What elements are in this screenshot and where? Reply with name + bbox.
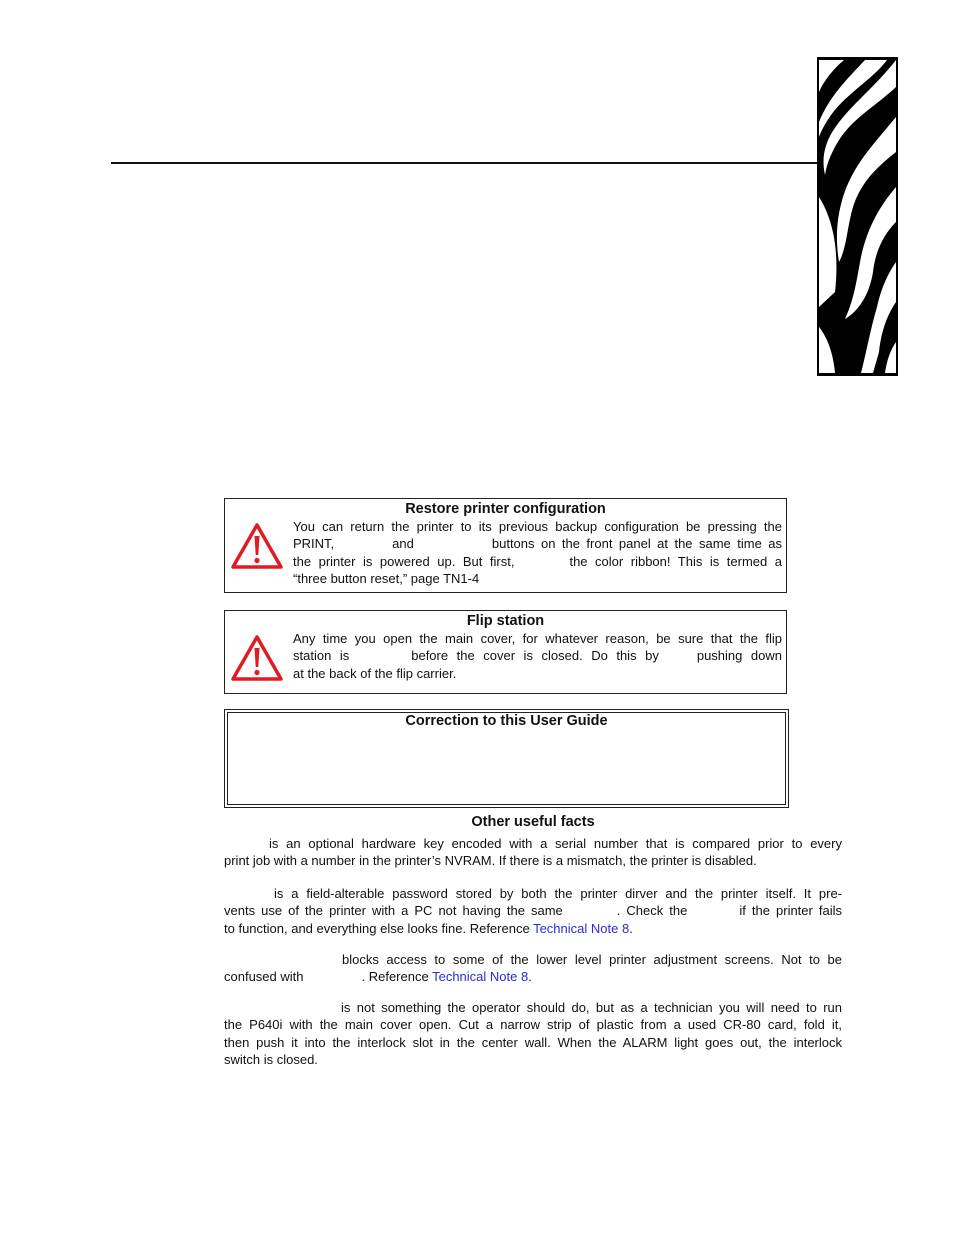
warning-triangle-icon (230, 522, 284, 570)
fact-paragraph: is an optional hardware key encoded with a serial number that is compared prior to every print job with a number in the printer’s NVRAM. If there is a mismatch, the printer is disabled. (224, 836, 842, 869)
fact-paragraph: is a field-alterable password stored by both the printer dirver and the printer itself. It pre- vents use of the printer with a PC not having the same . Check the if the printer fails to function, and everything else looks fine. Reference Technical Note 8. (224, 886, 843, 936)
fact-paragraph: is not something the operator should do, but as a technician you will need to run the P640i with the main cover open. Cut a narrow strip of plastic from a used CR-80 card, fold it, then push it into the interlock slot in the center wall. When the ALARM light goes out, the interlock switch is closed. (224, 1000, 842, 1068)
correction-inner-frame (227, 712, 786, 805)
note-title: Correction to this User Guide (405, 713, 608, 729)
zebra-stripes-logo (817, 57, 898, 376)
restore-config-note (224, 498, 787, 593)
section-title: Other useful facts (471, 814, 595, 830)
note-text: You can return the printer to its previous backup configuration be pressing the PRINT, and buttons on the front panel at the same time as the printer is powered up. But first, the color ribbon! This is termed a “three button reset,” page TN1-4 (293, 519, 782, 587)
note-title: Restore printer configuration (405, 501, 606, 517)
header-rule (111, 162, 817, 164)
flip-station-note (224, 610, 787, 694)
technical-note-link[interactable]: Technical Note 8 (533, 920, 630, 936)
correction-note (224, 709, 789, 808)
note-title: Flip station (466, 613, 545, 629)
technical-note-link[interactable]: Technical Note 8 (432, 969, 529, 985)
warning-triangle-icon (230, 634, 284, 682)
note-text: Any time you open the main cover, for whatever reason, be sure that the flip station is before the cover is closed. Do this by pushing down at the back of the flip carrier. (293, 631, 782, 681)
fact-paragraph: blocks access to some of the lower level printer adjustment screens. Not to be confused with . Reference Technical Note 8. (224, 952, 842, 985)
